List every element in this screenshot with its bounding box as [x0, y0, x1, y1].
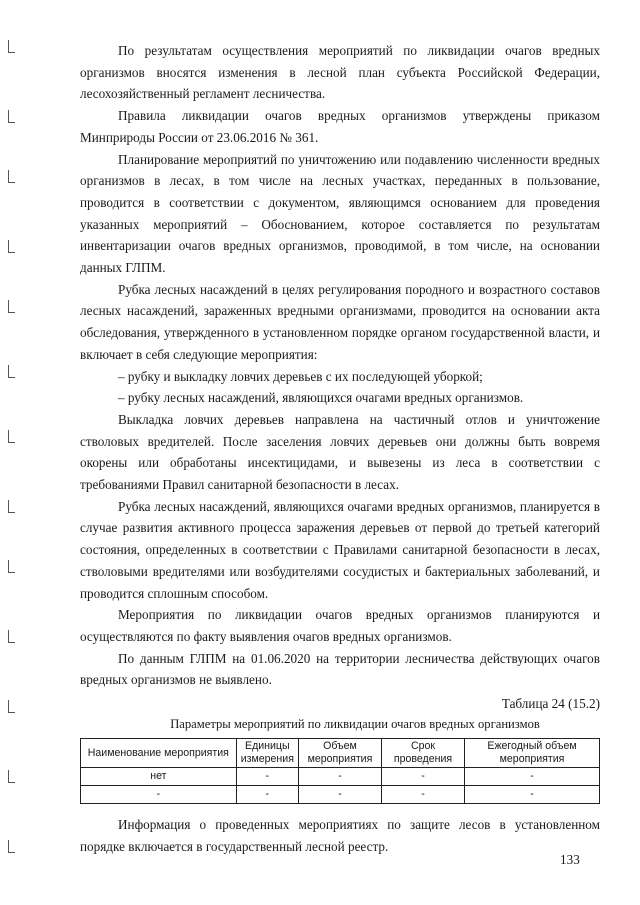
paragraph: Рубка лесных насаждений в целях регулирования породного и возрастного составов лесных насаждений, зараженных вредными организмами, проводится на основании акта обследования, утвержденного в установленном порядке органом государственной власти, и включает в себя следующие мероприятия: [80, 281, 600, 362]
table-cell: - [381, 768, 464, 786]
paragraph: Мероприятия по ликвидации очагов вредных организмов планируются и осуществляются по факту выявления очагов вредных организмов. [80, 607, 600, 644]
binding-mark [8, 430, 15, 443]
table-caption: Таблица 24 (15.2) [501, 696, 600, 712]
table-cell: - [236, 768, 298, 786]
binding-mark [8, 700, 15, 713]
table-cell: - [81, 786, 237, 804]
table-cell: - [236, 786, 298, 804]
binding-mark [8, 110, 15, 123]
paragraph: По данным ГЛПМ на 01.06.2020 на территории лесничества действующих очагов вредных организмов не выявлено. [80, 650, 600, 688]
table-header-cell: Ежегодный объем мероприятия [465, 739, 600, 768]
binding-mark [8, 560, 15, 573]
measures-table [80, 738, 600, 804]
binding-mark [8, 40, 15, 53]
table-header-cell: Срок проведения [381, 739, 464, 768]
binding-mark [8, 500, 15, 513]
table-header-cell: Единицы измерения [236, 739, 298, 768]
binding-mark [8, 770, 15, 783]
table-cell: - [465, 768, 600, 786]
table-title: Параметры мероприятий по ликвидации очагов вредных организмов [170, 717, 540, 732]
paragraph: Планирование мероприятий по уничтожению или подавлению численности вредных организмов в лесах, в том числе на лесных участках, переданных в пользование, проводится в соответствии с документом, являющимся основанием для проведения указанных мероприятий – Обоснованием, которое составляется по результатам инвентаризации очагов вредных организмов, проводимой, в том числе, на основании данных ГЛПМ. [80, 151, 600, 276]
table-header-cell: Объем мероприятия [298, 739, 381, 768]
page-number: 133 [560, 852, 580, 867]
table-cell: - [298, 786, 381, 804]
paragraph: Выкладка ловчих деревьев направлена на частичный отлов и уничтожение стволовых вредителей. После заселения ловчих деревьев они должны быть вовремя окорены или обработаны инсектицидами, и вывезены из леса в соответствии с требованиями Правил санитарной безопасности в лесах. [80, 411, 600, 493]
binding-mark [8, 170, 15, 183]
document-page [80, 40, 600, 858]
paragraph: По результатам осуществления мероприятий по ликвидации очагов вредных организмов вносятся изменения в лесной план субъекта Российской Федерации, лесохозяйственный регламент лесничества. [80, 43, 600, 102]
paragraph: Информация о проведенных мероприятиях по защите лесов в установленном порядке включается в государственный лесной реестр. [80, 817, 600, 854]
paragraph: Правила ликвидации очагов вредных организмов утверждены приказом Минприроды России от 23.06.2016 № 361. [80, 108, 600, 145]
table-cell: - [298, 768, 381, 786]
binding-mark [8, 300, 15, 313]
table-row [81, 768, 600, 786]
binding-mark [8, 630, 15, 643]
table-cell: - [381, 786, 464, 804]
table-row [81, 786, 600, 804]
binding-mark [8, 840, 15, 853]
table-cell: нет [81, 768, 237, 786]
binding-mark [8, 365, 15, 378]
paragraph: Рубка лесных насаждений, являющихся очагами вредных организмов, планируется в случае развития активного процесса заражения деревьев от первой до третьей категорий состояния, определенных в соответствии с Правилами санитарной безопасности в лесах, стволовыми вредителями или возбудителями сосудистых и бактериальных заболеваний, и проводится сплошным способом. [80, 498, 600, 601]
binding-marks [0, 0, 20, 905]
list-item: – рубку и выкладку ловчих деревьев с их последующей уборкой; [118, 368, 483, 384]
table-cell: - [465, 786, 600, 804]
list-item: – рубку лесных насаждений, являющихся очагами вредных организмов. [118, 390, 524, 406]
binding-mark [8, 240, 15, 253]
table-header-row [81, 739, 600, 768]
table-header-cell: Наименование мероприятия [81, 739, 237, 768]
